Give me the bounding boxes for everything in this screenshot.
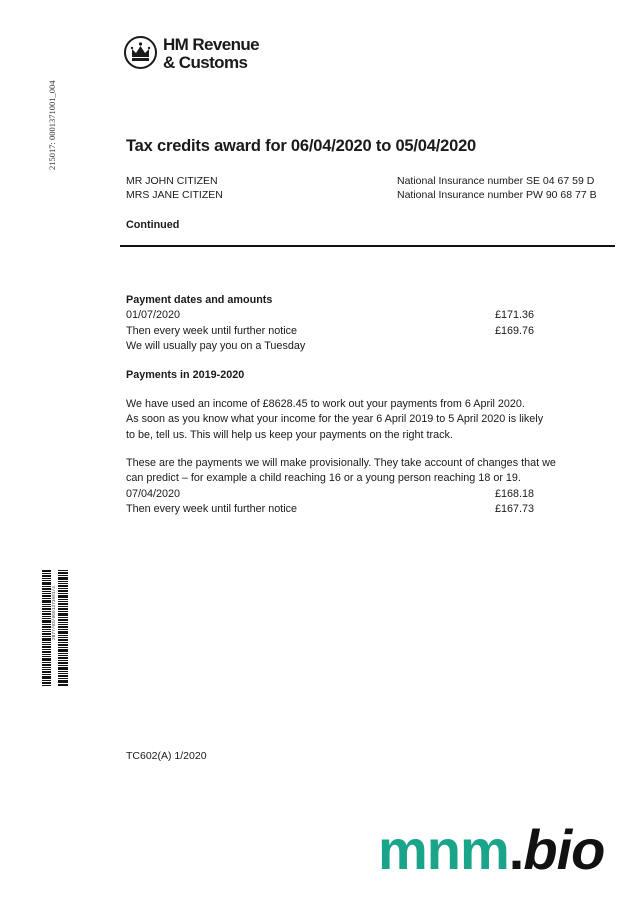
payment-row — [126, 339, 546, 354]
paragraph-line: can predict – for example a child reaching 16 or a young person reaching 18 or 19. — [126, 472, 521, 485]
watermark — [378, 818, 604, 882]
payment-row-label: We will usually pay you on a Tuesday — [126, 339, 306, 352]
hmrc-logo — [124, 36, 284, 76]
watermark-part-2: bio — [523, 818, 605, 881]
payment-row-label: Then every week until further notice — [126, 324, 298, 337]
payment-dates-heading: Payment dates and amounts — [126, 294, 273, 306]
payment-row — [126, 487, 596, 502]
logo-line-1: HM Revenue — [163, 35, 260, 54]
payment-dates-section — [126, 293, 546, 354]
payment-row — [126, 502, 596, 517]
claimant-name-1: MR JOHN CITIZEN — [126, 175, 218, 187]
watermark-dot: . — [508, 818, 524, 881]
section-divider — [120, 245, 615, 247]
continued-label: Continued — [126, 219, 180, 231]
payment-row-amount: £171.36 — [495, 309, 535, 322]
payment-row-label: Then every week until further notice — [126, 502, 298, 515]
page-title: Tax credits award for 06/04/2020 to 05/04/2020 — [126, 137, 477, 155]
paragraph-line: We have used an income of £8628.45 to work out your payments from 6 April 2020. — [126, 398, 525, 410]
claimant-ni-2: National Insurance number PW 90 68 77 B — [397, 189, 597, 201]
form-reference: TC602(A) 1/2020 — [126, 750, 207, 762]
paragraph-line: As soon as you know what your income for the year 6 April 2019 to 5 April 2020 is likely — [126, 413, 544, 426]
paragraph-line: These are the payments we will make provisionally. They take account of changes that we — [126, 457, 556, 469]
watermark-part-1: mnm — [378, 818, 509, 881]
payment-row — [126, 324, 546, 339]
payments-2019-paragraph-2 — [126, 456, 596, 517]
payment-row-amount: £168.18 — [495, 487, 535, 500]
payment-row-amount: £169.76 — [495, 324, 535, 337]
claimant-ni-1: National Insurance number SE 04 67 59 D — [397, 175, 595, 187]
payment-row-amount: £167.73 — [495, 502, 535, 515]
paragraph-line: to be, tell us. This will help us keep your payments on the right track. — [126, 428, 453, 441]
payment-row — [126, 308, 546, 323]
barcode-number: 2B77/03/0001371001/4 — [52, 586, 57, 641]
payments-2019-heading: Payments in 2019-2020 — [126, 369, 245, 381]
payment-row-label: 07/04/2020 — [126, 487, 181, 500]
crown-crest-icon — [124, 36, 157, 69]
document-reference-code: 215017: 0001371001_004 — [47, 80, 57, 170]
payment-row-label: 01/07/2020 — [126, 309, 181, 322]
claimant-name-2: MRS JANE CITIZEN — [126, 189, 223, 201]
logo-line-2: & Customs — [163, 53, 248, 72]
payments-2019-paragraph-1 — [126, 397, 596, 443]
